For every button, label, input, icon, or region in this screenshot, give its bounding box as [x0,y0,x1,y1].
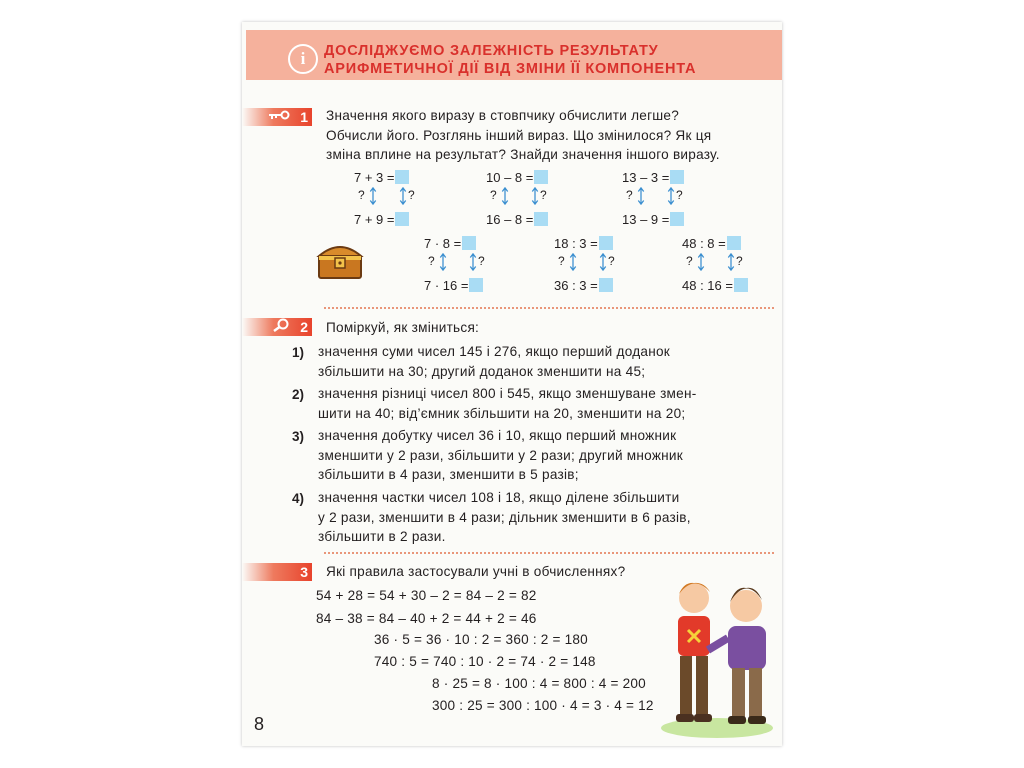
item-number: 1) [292,345,305,360]
question-mark: ? [478,254,485,268]
expression [682,236,741,252]
calculation-line: 8 · 25 = 8 · 100 : 4 = 800 : 4 = 200 [432,676,646,691]
question-mark: ? [626,188,633,202]
double-arrow-icon [530,187,540,205]
task-2-item [318,426,683,485]
key-icon [268,108,290,126]
answer-box[interactable] [727,236,741,250]
task-2-item [318,488,691,547]
double-arrow-icon [696,253,706,271]
item-line: зменшити у 2 рази, збільшити у 2 рази; другий множник [318,447,683,463]
topic-header [246,30,782,80]
item-line: шити на 40; від’ємник збільшити на 20, зменшити на 20; [318,405,686,421]
expression [554,236,613,252]
expression-text: 10 – 8 = [486,170,534,185]
two-boys-illustration [658,568,776,740]
expression-text: 36 : 3 = [554,278,598,293]
double-arrow-icon [398,187,408,205]
double-arrow-icon [568,253,578,271]
calculation-line: 84 – 38 = 84 – 40 + 2 = 44 + 2 = 46 [316,611,537,626]
task-3-tab [242,563,312,581]
answer-box[interactable] [670,170,684,184]
item-line: у 2 рази, зменшити в 4 рази; дільник зменшити в 6 разів, [318,509,691,525]
answer-box[interactable] [395,170,409,184]
item-line: збільшити на 30; другий доданок зменшити на 45; [318,363,646,379]
magnifier-icon [272,318,290,337]
double-arrow-icon [500,187,510,205]
expression [424,278,483,294]
expression [682,278,748,294]
item-number: 4) [292,491,305,506]
item-line: збільшити в 2 рази. [318,529,446,544]
task-2-intro [326,318,479,338]
double-arrow-icon [368,187,378,205]
question-mark: ? [408,188,415,202]
expression-text: 13 – 3 = [622,170,670,185]
divider [324,307,774,309]
item-line: значення добутку чисел 36 і 10, якщо перший множник [318,428,677,443]
task-2-number: 2 [300,319,308,335]
expression-text: 18 : 3 = [554,236,598,251]
item-line: значення різниці чисел 800 і 545, якщо зменшуване змен- [318,386,697,401]
expression-text: 7 · 16 = [424,278,469,293]
question-mark: ? [676,188,683,202]
item-line: збільшити в 4 рази, зменшити в 5 разів; [318,467,579,482]
treasure-chest-icon [315,238,365,282]
divider [324,552,774,554]
double-arrow-icon [438,253,448,271]
expression [554,278,613,294]
expression-text: 7 · 8 = [424,236,462,251]
expression [354,212,409,228]
page-number: 8 [254,714,265,734]
topic-title [324,42,696,78]
answer-box[interactable] [462,236,476,250]
answer-box[interactable] [599,278,613,292]
expression-text: 48 : 8 = [682,236,726,251]
expression-text: 7 + 3 = [354,170,395,185]
task-1-number: 1 [300,109,308,125]
expression [354,170,409,186]
item-number: 2) [292,387,305,402]
expression [622,170,684,186]
expression-text: 48 : 16 = [682,278,733,293]
answer-box[interactable] [599,236,613,250]
task-3-question-text: Які правила застосували учні в обчисленнях? [326,564,626,579]
question-mark: ? [540,188,547,202]
task-2-tab [242,318,312,336]
answer-box[interactable] [395,212,409,226]
task-1-line: зміна вплине на результат? Знайди значення іншого виразу. [326,147,720,162]
textbook-page [242,22,782,746]
item-line: значення частки чисел 108 і 18, якщо ділене збільшити [318,490,680,505]
topic-title-line-2: АРИФМЕТИЧНОЇ ДІЇ ВІД ЗМІНИ ЇЇ КОМПОНЕНТА [324,61,697,77]
question-mark: ? [358,188,365,202]
question-mark: ? [736,254,743,268]
calculation-line: 740 : 5 = 740 : 10 · 2 = 74 · 2 = 148 [374,654,596,669]
calculation-line: 300 : 25 = 300 : 100 · 4 = 3 · 4 = 12 [432,698,654,713]
question-mark: ? [490,188,497,202]
task-3-question [326,562,625,582]
answer-box[interactable] [734,278,748,292]
task-1-tab [242,108,312,126]
task-1-line: Значення якого виразу в стовпчику обчислити легше? [326,108,680,123]
task-2-intro-text: Поміркуй, як зміниться: [326,320,480,335]
task-2-item [318,342,670,381]
task-3-number: 3 [300,564,308,580]
expression [424,236,476,252]
question-mark: ? [608,254,615,268]
task-1-line: Обчисли його. Розглянь інший вираз. Що змінилося? Як ця [326,127,712,143]
expression [486,170,548,186]
calculation-line: 54 + 28 = 54 + 30 – 2 = 84 – 2 = 82 [316,588,537,603]
double-arrow-icon [468,253,478,271]
question-mark: ? [558,254,565,268]
double-arrow-icon [666,187,676,205]
double-arrow-icon [636,187,646,205]
topic-title-line-1: ДОСЛІДЖУЄМО ЗАЛЕЖНІСТЬ РЕЗУЛЬТАТУ [324,43,659,59]
question-mark: ? [686,254,693,268]
answer-box[interactable] [469,278,483,292]
expression-text: 16 – 8 = [486,212,534,227]
expression [486,212,548,228]
expression-text: 13 – 9 = [622,212,670,227]
item-number: 3) [292,429,305,444]
expression-text: 7 + 9 = [354,212,395,227]
task-2-item [318,384,697,423]
info-icon: i [288,44,318,74]
answer-box[interactable] [670,212,684,226]
calculation-line: 36 · 5 = 36 · 10 : 2 = 360 : 2 = 180 [374,632,588,647]
task-1-text [326,106,720,165]
double-arrow-icon [598,253,608,271]
item-line: значення суми чисел 145 і 276, якщо перший доданок [318,344,670,359]
double-arrow-icon [726,253,736,271]
question-mark: ? [428,254,435,268]
answer-box[interactable] [534,212,548,226]
answer-box[interactable] [534,170,548,184]
expression [622,212,684,228]
